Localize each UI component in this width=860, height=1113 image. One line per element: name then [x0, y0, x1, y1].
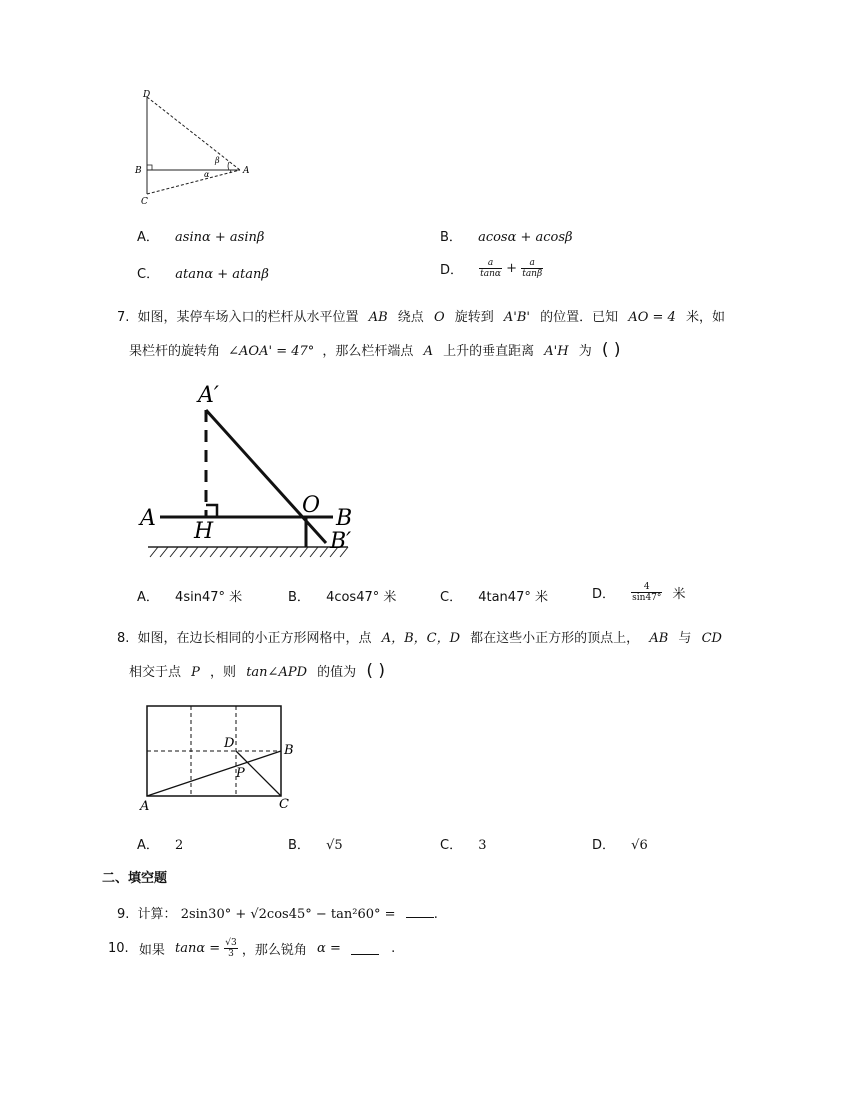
- q7-text-1b: 绕点: [397, 310, 424, 325]
- q6-option-d-den-2: tanβ: [522, 269, 543, 279]
- section-title: 二、填空题: [102, 871, 168, 886]
- q6-label-beta: β: [215, 156, 220, 165]
- q8-option-c-letter: C．: [440, 838, 463, 853]
- q7-option-d-num: 4: [631, 582, 662, 593]
- q8-option-b[interactable]: [288, 834, 343, 853]
- q7-text-1a: 如图，某停车场入口的栏杆从水平位置: [137, 310, 359, 325]
- q8-label-c: C: [279, 797, 289, 812]
- q8-tan: tan∠APD: [246, 665, 308, 680]
- q7-text-2a: 果栏杆的旋转角: [129, 344, 221, 359]
- q8-points: A，B，C，D: [381, 631, 461, 646]
- q8-option-d[interactable]: [592, 834, 648, 853]
- q7-label-ap: A′: [198, 383, 219, 408]
- q7-option-c-letter: C．: [440, 590, 463, 605]
- q7-option-c-text: 4tan47° 米: [478, 590, 548, 605]
- q10-answer-blank[interactable]: [351, 942, 379, 955]
- q6-figure: [130, 85, 260, 210]
- q8-option-c[interactable]: [440, 834, 487, 853]
- q7-answer-paren[interactable]: ( ): [601, 340, 621, 360]
- q6-label-d: D: [143, 90, 151, 100]
- q7-ao-eq: AO = 4: [628, 310, 676, 325]
- q9-number: 9.: [117, 907, 130, 922]
- q9-end: .: [433, 907, 438, 922]
- q10-alpha: α =: [317, 941, 341, 956]
- q7-label-h: H: [194, 519, 214, 544]
- q7-line-2: [129, 340, 621, 360]
- q6-label-c: C: [141, 197, 148, 207]
- q7-option-b[interactable]: [288, 586, 396, 605]
- q8-label-p: P: [236, 766, 245, 781]
- q9-answer-blank[interactable]: [406, 905, 434, 918]
- q8-option-b-letter: B．: [288, 838, 310, 853]
- q7-text-1e: 米，如: [685, 310, 725, 325]
- q6-label-b: B: [135, 166, 142, 176]
- q10-line: [108, 938, 395, 959]
- q7-aph: A'H: [544, 344, 569, 359]
- q8-text-2b: ，则: [210, 665, 237, 680]
- q6-option-d-den-1: tanα: [480, 269, 502, 279]
- q7-ab: AB: [368, 310, 388, 325]
- q7-option-a-text: 4sin47° 米: [175, 590, 243, 605]
- q6-option-d-num-1: a: [479, 258, 502, 269]
- q8-cd: CD: [701, 631, 722, 646]
- q8-label-d: D: [224, 736, 235, 751]
- q6-option-b-text: acosα + acosβ: [478, 230, 573, 245]
- q7-option-d-unit: 米: [672, 587, 686, 602]
- q7-number: 7.: [117, 310, 130, 325]
- q7-option-b-text: 4cos47° 米: [326, 590, 397, 605]
- q7-option-a[interactable]: [137, 586, 242, 605]
- q8-option-a-letter: A．: [137, 838, 159, 853]
- q6-option-a-text: asinα + asinβ: [175, 230, 265, 245]
- q7-line-1: [117, 306, 725, 325]
- q10-fraction: [224, 938, 237, 959]
- q6-option-b[interactable]: [440, 226, 573, 245]
- q7-figure: [138, 380, 378, 560]
- q7-apbp: A'B': [503, 310, 531, 325]
- q6-option-d[interactable]: [440, 258, 543, 279]
- q8-ab: AB: [649, 631, 669, 646]
- q8-label-b: B: [284, 743, 294, 758]
- q8-number: 8.: [117, 631, 130, 646]
- q10-number: 10.: [108, 941, 129, 956]
- q7-option-d-fraction: [631, 582, 662, 603]
- q7-a: A: [423, 344, 433, 359]
- q8-text-1a: 如图，在边长相同的小正方形网格中，点: [137, 631, 372, 646]
- q7-text-1d: 的位置．已知: [540, 310, 619, 325]
- q8-label-a: A: [140, 799, 150, 814]
- q10-middle: ，那么锐角: [241, 943, 307, 958]
- q10-prefix: 如果: [138, 943, 165, 958]
- q8-text-1b: 都在这些小正方形的顶点上，: [470, 631, 640, 646]
- q6-label-a: A: [243, 166, 250, 176]
- q7-option-d[interactable]: [592, 582, 686, 603]
- q7-option-d-letter: D．: [592, 587, 616, 602]
- q10-tan: tanα =: [174, 941, 221, 956]
- q7-option-b-letter: B．: [288, 590, 310, 605]
- q6-option-d-fraction-2: [521, 258, 543, 279]
- q6-option-a-letter: A．: [137, 230, 159, 245]
- q8-option-b-text: √5: [326, 838, 343, 853]
- q8-answer-paren[interactable]: ( ): [366, 661, 385, 681]
- q7-option-a-letter: A．: [137, 590, 159, 605]
- q7-text-2c: 上升的垂直距离: [443, 344, 535, 359]
- q6-option-c-text: atanα + atanβ: [175, 267, 269, 282]
- q6-option-d-letter: D．: [440, 263, 464, 278]
- q8-option-c-text: 3: [478, 838, 487, 853]
- q7-text-2b: ，那么栏杆端点: [322, 344, 414, 359]
- q7-option-c[interactable]: [440, 586, 548, 605]
- q8-text-1c: 与: [678, 631, 692, 646]
- q6-option-d-fraction-1: [479, 258, 502, 279]
- q7-label-a: A: [140, 506, 156, 531]
- q6-label-alpha: α: [204, 170, 210, 179]
- q6-option-a[interactable]: [137, 226, 264, 245]
- q7-label-o: O: [302, 493, 321, 518]
- q7-text-2d: 为: [578, 344, 592, 359]
- q8-text-2a: 相交于点: [129, 665, 182, 680]
- q8-option-d-letter: D．: [592, 838, 616, 853]
- q8-option-a-text: 2: [175, 838, 184, 853]
- q10-num: √3: [225, 938, 237, 948]
- q8-option-d-text: √6: [631, 838, 648, 853]
- q7-label-bp: B′: [330, 529, 352, 554]
- q8-p: P: [191, 665, 200, 680]
- q9-line: [117, 903, 438, 922]
- q8-text-2c: 的值为: [317, 665, 357, 680]
- q8-option-a[interactable]: [137, 834, 183, 853]
- q6-option-c[interactable]: [137, 263, 269, 282]
- q7-o: O: [433, 310, 445, 325]
- q6-option-c-letter: C．: [137, 267, 160, 282]
- q7-option-d-den: sin47°: [632, 593, 662, 603]
- q10-den: 3: [228, 949, 234, 959]
- q7-label-b: B: [336, 506, 353, 531]
- q6-option-b-letter: B．: [440, 230, 462, 245]
- q6-option-d-num-2: a: [521, 258, 543, 269]
- q8-line-2: [129, 661, 385, 681]
- q6-option-d-plus: +: [506, 261, 518, 276]
- q9-prefix: 计算：: [137, 907, 177, 922]
- q8-line-1: [117, 627, 722, 646]
- q9-expression: 2sin30° + √2cos45° − tan²60° =: [180, 907, 396, 922]
- q8-figure: [138, 700, 308, 818]
- q10-end: .: [391, 941, 396, 956]
- q7-angle: ∠AOA' = 47°: [228, 344, 315, 359]
- q7-text-1c: 旋转到: [454, 310, 494, 325]
